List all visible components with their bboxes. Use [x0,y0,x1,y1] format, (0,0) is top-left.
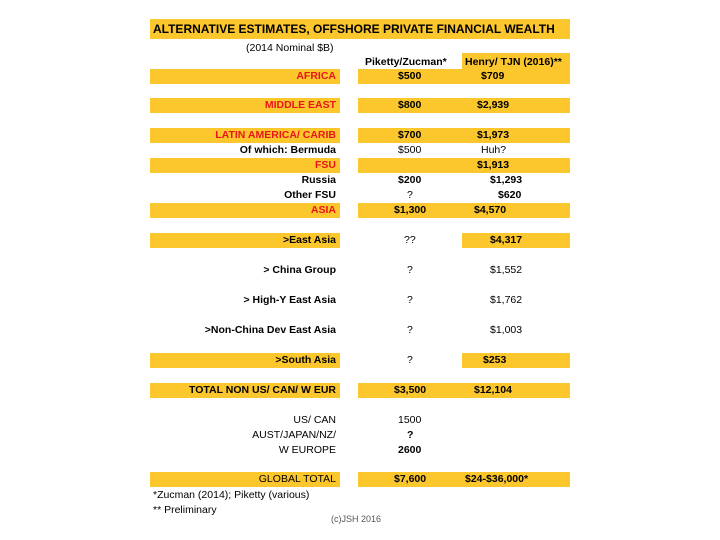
row-band-values [358,158,570,173]
row-value-henry: $1,762 [490,294,523,306]
column-header-piketty: Piketty/Zucman* [365,56,447,68]
row-value-henry: $1,973 [477,129,510,141]
row-value-henry: $24-$36,000* [465,473,529,485]
row-value-piketty: 2600 [398,444,422,456]
row-value-henry: $620 [498,189,522,201]
row-value-piketty: $500 [398,70,422,82]
row-label-middle-east: MIDDLE EAST [264,99,336,111]
row-value-henry: $4,570 [474,204,507,216]
table-title: ALTERNATIVE ESTIMATES, OFFSHORE PRIVATE FINANCIAL WEALTH [153,22,555,36]
row-label-w-europe: W EUROPE [278,444,336,456]
row-label-fsu: FSU [315,159,336,171]
row-value-piketty: ? [407,354,413,366]
row-band-value-henry [462,353,570,368]
row-label-south-asia: >South Asia [275,354,336,366]
table-title-band [150,19,570,39]
row-label-russia: Russia [301,174,336,186]
row-label-non-china-dev-east-asia: >Non-China Dev East Asia [204,324,336,336]
row-label-east-asia: >East Asia [282,234,336,246]
row-value-henry: Huh? [481,144,507,156]
row-band-values [358,203,570,218]
row-label-china-group: > China Group [263,264,336,276]
row-value-henry: $2,939 [477,99,510,111]
row-value-piketty: ? [407,189,413,201]
row-value-henry: $1,913 [477,159,510,171]
row-value-henry: $253 [483,354,507,366]
row-value-piketty: $500 [398,144,422,156]
row-label-us-can: US/ CAN [293,414,336,426]
row-label-high-y-east-asia: > High-Y East Asia [243,294,336,306]
row-label-global-total: GLOBAL TOTAL [258,473,336,485]
row-value-piketty: ?? [404,234,416,246]
row-value-piketty: $700 [398,129,422,141]
row-band-values [358,98,570,113]
row-label-latin-america: LATIN AMERICA/ CARIB [215,129,336,141]
row-band-values [358,69,570,84]
column-header-henry: Henry/ TJN (2016)** [465,56,562,68]
row-value-piketty: $800 [398,99,422,111]
row-value-piketty: $3,500 [394,384,427,396]
row-value-piketty: ? [407,429,414,441]
row-label-africa: AFRICA [296,70,336,82]
row-band-values [358,128,570,143]
row-value-henry: $4,317 [490,234,523,246]
row-value-henry: $12,104 [474,384,512,396]
row-band-values [358,472,570,487]
row-value-piketty: $7,600 [394,473,427,485]
row-value-henry: $1,293 [490,174,523,186]
row-value-piketty: ? [407,294,413,306]
row-label-other-fsu: Other FSU [284,189,336,201]
row-value-piketty: $200 [398,174,422,186]
row-value-henry: $1,003 [490,324,523,336]
table-subtitle: (2014 Nominal $B) [246,42,334,54]
row-value-henry: $1,552 [490,264,523,276]
row-label-bermuda: Of which: Bermuda [239,144,336,156]
copyright-note: (c)JSH 2016 [331,514,382,524]
footnote-sources: *Zucman (2014); Piketty (various) [153,489,310,501]
row-value-piketty: ? [407,324,413,336]
row-value-piketty: ? [407,264,413,276]
row-value-piketty: $1,300 [394,204,427,216]
row-value-piketty: 1500 [398,414,422,426]
footnote-preliminary: ** Preliminary [153,504,217,516]
row-label-asia: ASIA [310,204,336,216]
row-label-aust-japan-nz: AUST/JAPAN/NZ/ [252,429,336,441]
row-value-henry: $709 [481,70,505,82]
row-band-values [358,383,570,398]
row-label-total-non-us: TOTAL NON US/ CAN/ W EUR [189,384,336,396]
